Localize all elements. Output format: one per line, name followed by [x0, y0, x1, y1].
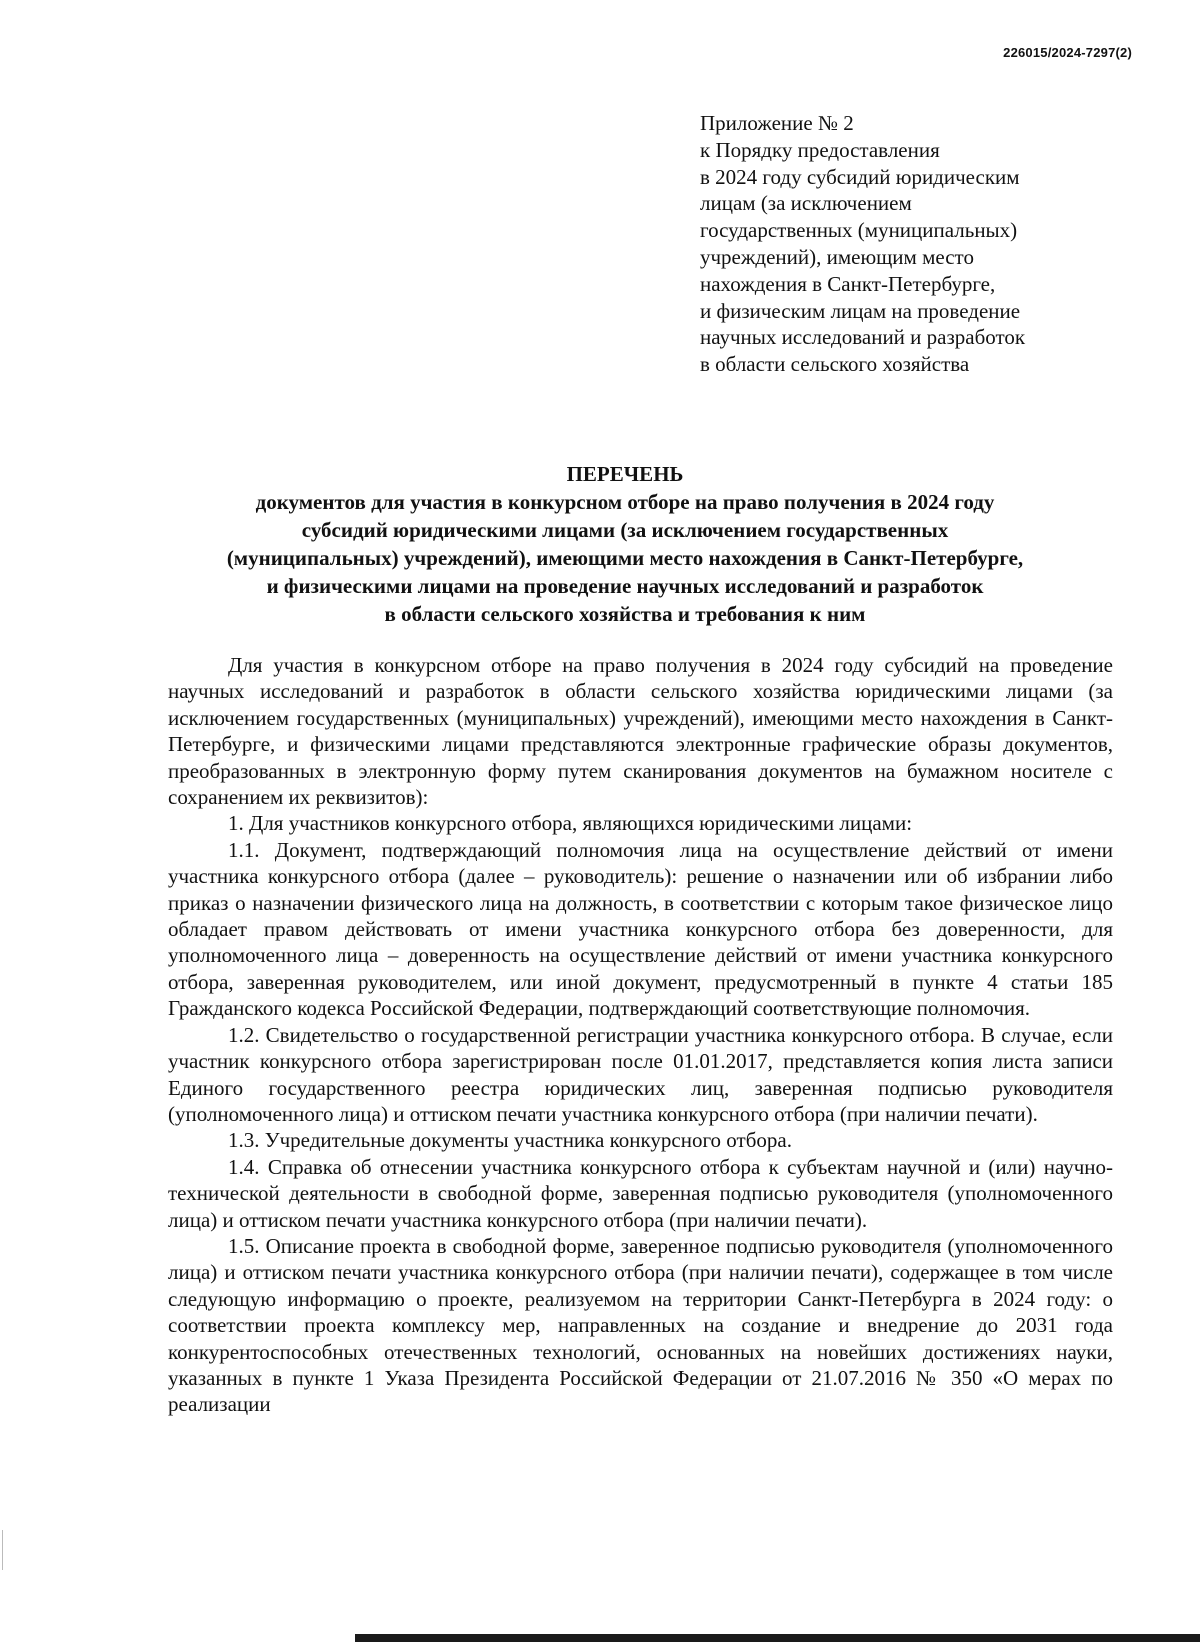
appendix-line: научных исследований и разработок — [700, 325, 1026, 350]
appendix-block — [700, 110, 1140, 378]
item-1-5: 1.5. Описание проекта в свободной форме, заверенное подписью руководителя (уполномоченного лица) и оттиском печати участника конкурсного отбора (при наличии печати), содержащее в том числе следующую информацию о проекте, реализуемом на территории Санкт-Петербурга в 2024 году: о соответствии проекта комплексу мер, направленных на создание и внедрение до 2031 года конкурентоспособных отечественных технологий, основанных на новейших достижениях науки, указанных в пункте 1 Указа Президента Российской Федерации от 21.07.2016 № 350 «О мерах по реализации — [168, 1233, 1113, 1417]
title-line: субсидий юридическими лицами (за исключением государственных — [301, 518, 949, 542]
appendix-line: и физическим лицам на проведение — [700, 298, 1021, 323]
document-body — [168, 652, 1113, 1418]
scan-artifact — [2, 1530, 3, 1570]
appendix-line: Приложение № 2 — [700, 111, 854, 135]
item-1-4: 1.4. Справка об отнесении участника конкурсного отбора к субъектам научной и (или) научно-технической деятельности в свободной форме, заверенная подписью руководителя (уполномоченного лица) и оттиском печати участника конкурсного отбора (при наличии печати). — [168, 1154, 1113, 1232]
appendix-line: к Порядку предоставления — [700, 137, 940, 162]
appendix-line: в области сельского хозяйства — [700, 352, 970, 377]
title-line: и физическими лицами на проведение научных исследований и разработок — [266, 574, 984, 598]
appendix-line: лицам (за исключением — [700, 191, 912, 216]
item-1-1: 1.1. Документ, подтверждающий полномочия лица на осуществление действий от имени участника конкурсного отбора (далее – руководитель): решение о назначении или об избрании либо приказ о назначении физического лица на должность, в соответствии с которым такое физическое лицо обладает правом действовать от имени участника конкурсного отбора без доверенности, для уполномоченного лица – доверенность на осуществление действий от имени участника конкурсного отбора, заверенная руководителем, или иной документ, предусмотренный в пункте 4 статьи 185 Гражданского кодекса Российской Федерации, подтверждающий соответствующие полномочия. — [168, 837, 1113, 1021]
title-line: документов для участия в конкурсном отборе на право получения в 2024 году — [255, 490, 995, 514]
section-1-heading: 1. Для участников конкурсного отбора, являющихся юридическими лицами: — [228, 811, 913, 836]
title-line: (муниципальных) учреждений), имеющими место нахождения в Санкт-Петербурге, — [226, 546, 1024, 570]
item-1-3: 1.3. Учредительные документы участника конкурсного отбора. — [228, 1128, 792, 1153]
title-line: в области сельского хозяйства и требования к ним — [384, 602, 866, 626]
appendix-line: нахождения в Санкт-Петербурге, — [700, 271, 996, 296]
document-title — [150, 460, 1100, 628]
item-1-2: 1.2. Свидетельство о государственной регистрации участника конкурсного отбора. В случае, если участник конкурсного отбора зарегистрирован после 01.01.2017, представляется копия листа записи Единого государственного реестра юридических лиц, заверенная подписью руководителя (уполномоченного лица) и оттиском печати участника конкурсного отбора (при наличии печати). — [168, 1022, 1113, 1126]
document-number: 226015/2024-7297(2) — [1003, 45, 1132, 60]
scan-edge-line — [355, 1634, 1200, 1642]
title-heading: ПЕРЕЧЕНЬ — [566, 462, 684, 486]
appendix-line: учреждений), имеющим место — [700, 244, 974, 269]
appendix-line: государственных (муниципальных) — [700, 218, 1018, 243]
intro-paragraph: Для участия в конкурсном отборе на право получения в 2024 году субсидий на проведение научных исследований и разработок в области сельского хозяйства юридическими лицами (за исключением государственных (муниципальных) учреждений), имеющими место нахождения в Санкт-Петербурге, и физическими лицами представляются электронные графические образы документов, преобразованных в электронную форму путем сканирования документов на бумажном носителе с сохранением их реквизитов): — [168, 653, 1113, 810]
appendix-line: в 2024 году субсидий юридическим — [700, 164, 1020, 189]
